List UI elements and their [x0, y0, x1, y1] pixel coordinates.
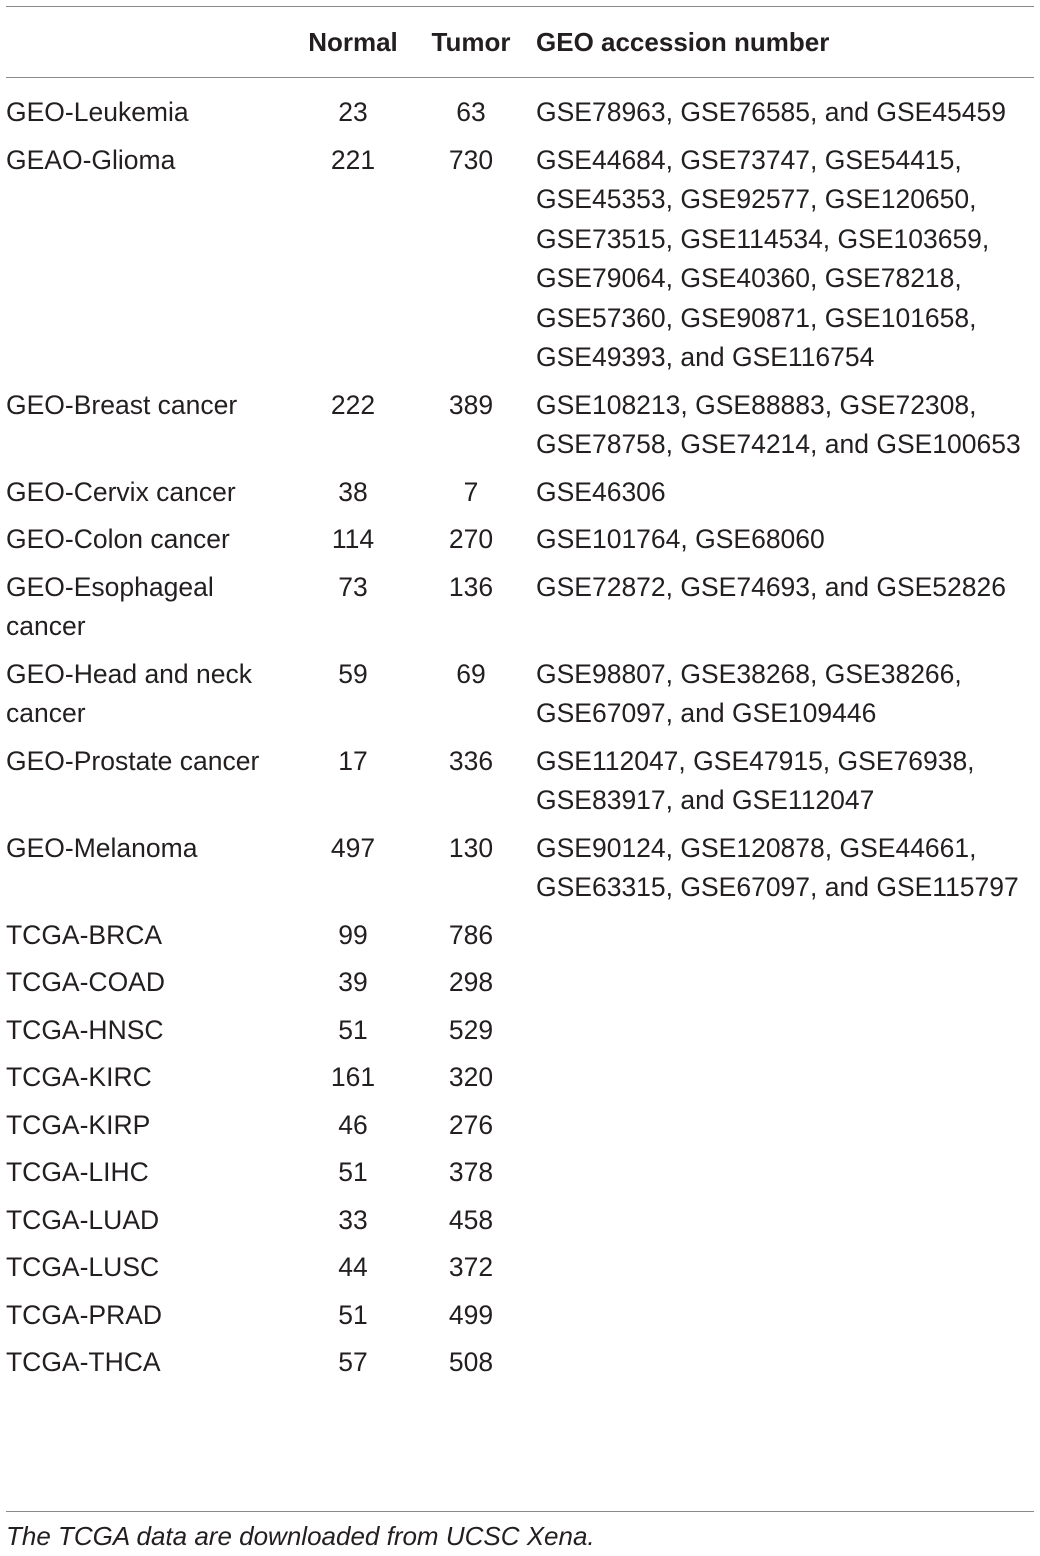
cell-tumor: 298 [448, 967, 494, 997]
table-row [6, 78, 1034, 141]
cell-normal: 221 [330, 144, 376, 175]
table-row [6, 916, 1034, 964]
cell-accession [528, 1201, 1034, 1249]
cell-accession: GSE44684, GSE73747, GSE54415, GSE45353, GSE92577, GSE120650, GSE73515, GSE114534, GSE103659, GSE79064, GSE40360, GSE78218, GSE57360, GSE90871, GSE101658, GSE49393, and GSE116754 [536, 144, 990, 372]
header-dataset [6, 7, 292, 77]
cell-dataset: TCGA-LIHC [6, 1157, 149, 1187]
cell-normal: 39 [338, 967, 368, 997]
table-row [6, 1011, 1034, 1059]
cell-tumor: 7 [463, 476, 479, 507]
cell-normal: 222 [330, 389, 376, 420]
cell-accession [528, 1248, 1034, 1296]
cell-tumor: 69 [456, 658, 486, 689]
cell-accession: GSE101764, GSE68060 [536, 524, 825, 554]
header-row [6, 7, 1034, 77]
table-row [6, 829, 1034, 916]
cell-accession: GSE98807, GSE38268, GSE38266, GSE67097, and GSE109446 [536, 658, 962, 728]
table-row [6, 568, 1034, 655]
cell-normal: 161 [330, 1062, 376, 1092]
cell-dataset: TCGA-HNSC [6, 1014, 164, 1045]
cell-tumor: 130 [448, 832, 494, 863]
cell-dataset: GEO-Leukemia [6, 97, 189, 127]
cell-tumor: 320 [448, 1062, 494, 1092]
table-row [6, 1058, 1034, 1106]
cell-accession: GSE72872, GSE74693, and GSE52826 [536, 571, 1006, 602]
cell-tumor: 389 [448, 389, 494, 420]
cell-dataset: TCGA-KIRP [6, 1109, 151, 1140]
table-row [6, 1343, 1034, 1391]
cell-accession: GSE46306 [536, 476, 666, 507]
cell-tumor: 136 [448, 571, 494, 602]
cell-tumor: 529 [448, 1014, 494, 1045]
cell-normal: 38 [338, 476, 368, 507]
cell-dataset: TCGA-KIRC [6, 1062, 152, 1092]
cell-accession: GSE78963, GSE76585, and GSE45459 [536, 97, 1006, 127]
cell-tumor: 63 [456, 97, 486, 127]
cell-accession [528, 916, 1034, 964]
cell-accession: GSE112047, GSE47915, GSE76938, GSE83917, and GSE112047 [536, 745, 975, 815]
cell-normal: 44 [338, 1252, 368, 1282]
cell-normal: 17 [338, 745, 368, 776]
dataset-table [6, 7, 1034, 1391]
header-normal: Normal [308, 27, 398, 57]
table-body [6, 78, 1034, 1391]
cell-normal: 23 [338, 97, 368, 127]
table-footnote: The TCGA data are downloaded from UCSC Xena. [6, 1521, 595, 1551]
cell-accession [528, 1296, 1034, 1344]
cell-dataset: TCGA-PRAD [6, 1299, 163, 1330]
cell-normal: 114 [331, 524, 375, 554]
cell-normal: 51 [338, 1157, 368, 1187]
cell-dataset: GEAO-Glioma [6, 144, 176, 175]
cell-normal: 497 [330, 832, 376, 863]
cell-tumor: 508 [448, 1347, 494, 1377]
cell-tumor: 336 [448, 745, 494, 776]
cell-dataset: TCGA-LUAD [6, 1204, 160, 1235]
table-row [6, 520, 1034, 568]
cell-normal: 51 [338, 1299, 368, 1330]
cell-dataset: TCGA-COAD [6, 967, 165, 997]
cell-normal: 73 [338, 571, 368, 602]
table-row [6, 742, 1034, 829]
cell-accession [528, 1343, 1034, 1391]
cell-tumor: 276 [448, 1109, 494, 1140]
cell-accession [528, 963, 1034, 1011]
cell-accession [528, 1106, 1034, 1154]
cell-normal: 59 [338, 658, 368, 689]
cell-dataset: TCGA-THCA [6, 1347, 161, 1377]
cell-normal: 99 [338, 919, 368, 950]
table-bottom-rule [6, 1511, 1034, 1512]
table-header [6, 7, 1034, 78]
cell-tumor: 458 [448, 1204, 494, 1235]
cell-dataset: TCGA-LUSC [6, 1252, 160, 1282]
cell-dataset: TCGA-BRCA [6, 919, 163, 950]
table-row [6, 1153, 1034, 1201]
cell-dataset: GEO-Head and neck cancer [6, 658, 252, 728]
cell-dataset: GEO-Esophageal cancer [6, 571, 214, 641]
table-row [6, 473, 1034, 521]
table-row [6, 655, 1034, 742]
header-accession: GEO accession number [536, 27, 830, 57]
table-row [6, 386, 1034, 473]
cell-tumor: 372 [448, 1252, 494, 1282]
cell-accession [528, 1058, 1034, 1106]
table-row [6, 141, 1034, 386]
cell-dataset: GEO-Prostate cancer [6, 745, 260, 776]
cell-tumor: 786 [448, 919, 494, 950]
cell-normal: 51 [338, 1014, 368, 1045]
cell-dataset: GEO-Cervix cancer [6, 476, 236, 507]
cell-accession [528, 1153, 1034, 1201]
cell-tumor: 730 [448, 144, 494, 175]
cell-normal: 33 [338, 1204, 368, 1235]
table-row [6, 1248, 1034, 1296]
table-row [6, 1106, 1034, 1154]
cell-accession: GSE108213, GSE88883, GSE72308, GSE78758, GSE74214, and GSE100653 [536, 389, 1021, 459]
table-row [6, 963, 1034, 1011]
table-row [6, 1296, 1034, 1344]
data-table-container [6, 6, 1034, 1391]
cell-tumor: 499 [448, 1299, 494, 1330]
cell-normal: 46 [338, 1109, 368, 1140]
cell-normal: 57 [338, 1347, 368, 1377]
cell-dataset: GEO-Melanoma [6, 832, 198, 863]
table-row [6, 1201, 1034, 1249]
cell-dataset: GEO-Breast cancer [6, 389, 238, 420]
header-tumor: Tumor [431, 27, 511, 57]
cell-accession [528, 1011, 1034, 1059]
cell-tumor: 270 [448, 524, 494, 554]
cell-tumor: 378 [448, 1157, 494, 1187]
cell-dataset: GEO-Colon cancer [6, 524, 230, 554]
cell-accession: GSE90124, GSE120878, GSE44661, GSE63315, GSE67097, and GSE115797 [536, 832, 1019, 902]
